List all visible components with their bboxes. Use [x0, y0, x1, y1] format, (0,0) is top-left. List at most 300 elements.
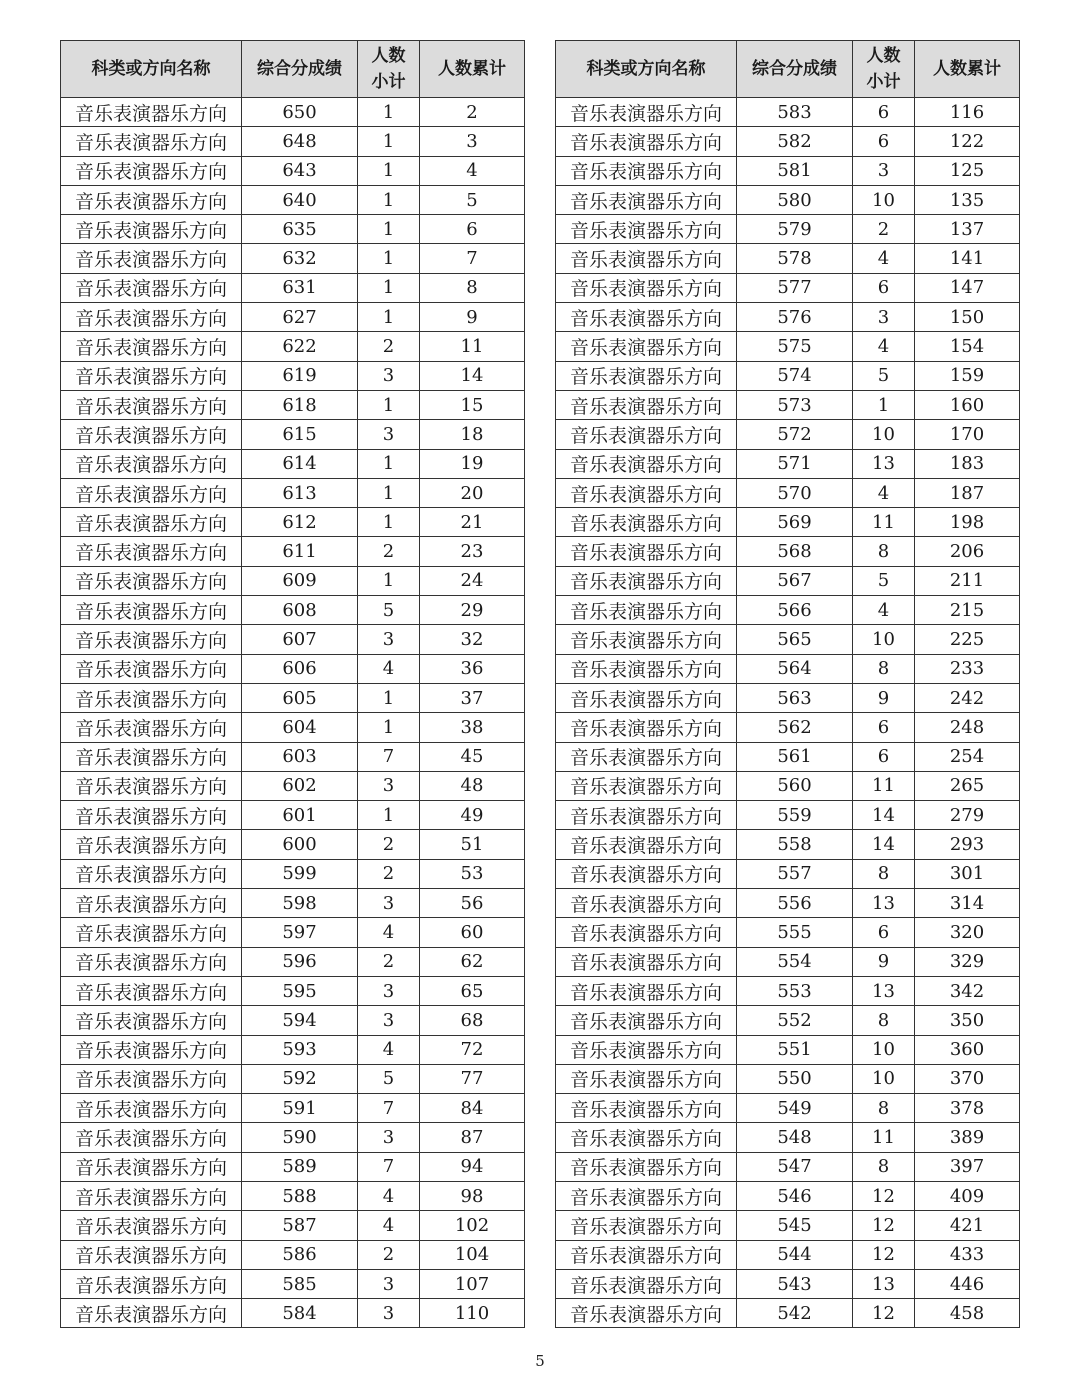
table-row — [556, 185, 1020, 214]
count-cell: 3 — [358, 889, 420, 918]
cumulative-cell: 170 — [915, 420, 1020, 449]
score-cell: 586 — [242, 1240, 358, 1269]
cumulative-cell: 159 — [915, 361, 1020, 390]
score-cell: 605 — [242, 683, 358, 712]
category-cell: 音乐表演器乐方向 — [556, 449, 737, 478]
count-cell: 3 — [358, 976, 420, 1005]
cumulative-cell: 107 — [420, 1269, 525, 1298]
category-cell: 音乐表演器乐方向 — [61, 1269, 242, 1298]
cumulative-cell: 409 — [915, 1181, 1020, 1210]
header-count-subtotal — [358, 41, 420, 98]
score-cell: 561 — [737, 742, 853, 771]
cumulative-cell: 9 — [420, 303, 525, 332]
cumulative-cell: 104 — [420, 1240, 525, 1269]
table-row — [61, 98, 525, 127]
table-header-row — [556, 41, 1020, 98]
category-cell: 音乐表演器乐方向 — [556, 830, 737, 859]
count-cell: 2 — [358, 830, 420, 859]
count-cell: 1 — [358, 449, 420, 478]
cumulative-cell: 135 — [915, 185, 1020, 214]
table-row — [61, 742, 525, 771]
count-cell: 5 — [358, 596, 420, 625]
cumulative-cell: 84 — [420, 1094, 525, 1123]
category-cell: 音乐表演器乐方向 — [556, 1181, 737, 1210]
count-cell: 13 — [853, 1269, 915, 1298]
count-cell: 1 — [358, 566, 420, 595]
score-cell: 564 — [737, 654, 853, 683]
cumulative-cell: 378 — [915, 1094, 1020, 1123]
category-cell: 音乐表演器乐方向 — [61, 303, 242, 332]
category-cell: 音乐表演器乐方向 — [556, 508, 737, 537]
score-cell: 588 — [242, 1181, 358, 1210]
cumulative-cell: 18 — [420, 420, 525, 449]
table-row — [556, 947, 1020, 976]
cumulative-cell: 24 — [420, 566, 525, 595]
score-cell: 583 — [737, 98, 853, 127]
table-row — [556, 683, 1020, 712]
score-cell: 597 — [242, 918, 358, 947]
count-cell: 3 — [853, 156, 915, 185]
cumulative-cell: 94 — [420, 1152, 525, 1181]
score-cell: 594 — [242, 1006, 358, 1035]
table-body-right — [556, 98, 1020, 1328]
table-row — [61, 625, 525, 654]
cumulative-cell: 87 — [420, 1123, 525, 1152]
count-cell: 1 — [358, 478, 420, 507]
table-row — [556, 1269, 1020, 1298]
table-row — [61, 830, 525, 859]
score-cell: 559 — [737, 801, 853, 830]
table-row — [556, 801, 1020, 830]
count-cell: 11 — [853, 771, 915, 800]
table-row — [556, 537, 1020, 566]
count-cell: 10 — [853, 1035, 915, 1064]
table-row — [556, 742, 1020, 771]
category-cell: 音乐表演器乐方向 — [556, 156, 737, 185]
cumulative-cell: 2 — [420, 98, 525, 127]
count-cell: 4 — [358, 1181, 420, 1210]
category-cell: 音乐表演器乐方向 — [556, 1299, 737, 1328]
cumulative-cell: 98 — [420, 1181, 525, 1210]
category-cell: 音乐表演器乐方向 — [61, 156, 242, 185]
category-cell: 音乐表演器乐方向 — [556, 654, 737, 683]
cumulative-cell: 225 — [915, 625, 1020, 654]
count-cell: 12 — [853, 1181, 915, 1210]
count-cell: 3 — [358, 420, 420, 449]
category-cell: 音乐表演器乐方向 — [556, 273, 737, 302]
score-cell: 612 — [242, 508, 358, 537]
cumulative-cell: 15 — [420, 390, 525, 419]
category-cell: 音乐表演器乐方向 — [556, 976, 737, 1005]
table-row — [556, 1064, 1020, 1093]
score-cell: 627 — [242, 303, 358, 332]
count-cell: 5 — [358, 1064, 420, 1093]
category-cell: 音乐表演器乐方向 — [61, 596, 242, 625]
table-row — [556, 420, 1020, 449]
count-cell: 1 — [358, 185, 420, 214]
count-cell: 6 — [853, 713, 915, 742]
count-cell: 6 — [853, 273, 915, 302]
cumulative-cell: 125 — [915, 156, 1020, 185]
table-row — [556, 976, 1020, 1005]
score-cell: 601 — [242, 801, 358, 830]
count-cell: 4 — [853, 332, 915, 361]
category-cell: 音乐表演器乐方向 — [61, 1211, 242, 1240]
category-cell: 音乐表演器乐方向 — [556, 215, 737, 244]
score-cell: 595 — [242, 976, 358, 1005]
score-cell: 552 — [737, 1006, 853, 1035]
category-cell: 音乐表演器乐方向 — [556, 1006, 737, 1035]
score-cell: 569 — [737, 508, 853, 537]
count-cell: 9 — [853, 947, 915, 976]
score-cell: 648 — [242, 127, 358, 156]
category-cell: 音乐表演器乐方向 — [61, 566, 242, 595]
score-cell: 622 — [242, 332, 358, 361]
header-cumulative-count: 人数累计 — [915, 41, 1020, 98]
category-cell: 音乐表演器乐方向 — [556, 1269, 737, 1298]
category-cell: 音乐表演器乐方向 — [61, 1123, 242, 1152]
count-cell: 1 — [358, 127, 420, 156]
cumulative-cell: 370 — [915, 1064, 1020, 1093]
table-row — [61, 303, 525, 332]
score-table-right — [555, 40, 1020, 1328]
table-row — [556, 449, 1020, 478]
table-row — [61, 1064, 525, 1093]
count-cell: 3 — [358, 625, 420, 654]
category-cell: 音乐表演器乐方向 — [556, 596, 737, 625]
count-cell: 10 — [853, 1064, 915, 1093]
cumulative-cell: 72 — [420, 1035, 525, 1064]
category-cell: 音乐表演器乐方向 — [61, 1240, 242, 1269]
cumulative-cell: 198 — [915, 508, 1020, 537]
score-cell: 599 — [242, 859, 358, 888]
cumulative-cell: 342 — [915, 976, 1020, 1005]
table-row — [556, 361, 1020, 390]
table-row — [556, 1035, 1020, 1064]
category-cell: 音乐表演器乐方向 — [556, 1240, 737, 1269]
cumulative-cell: 265 — [915, 771, 1020, 800]
score-cell: 570 — [737, 478, 853, 507]
category-cell: 音乐表演器乐方向 — [61, 830, 242, 859]
count-cell: 1 — [358, 98, 420, 127]
count-cell: 8 — [853, 537, 915, 566]
score-cell: 568 — [737, 537, 853, 566]
cumulative-cell: 32 — [420, 625, 525, 654]
category-cell: 音乐表演器乐方向 — [556, 1152, 737, 1181]
score-cell: 615 — [242, 420, 358, 449]
score-cell: 584 — [242, 1299, 358, 1328]
table-row — [61, 156, 525, 185]
table-row — [556, 889, 1020, 918]
table-row — [556, 1094, 1020, 1123]
score-cell: 565 — [737, 625, 853, 654]
count-cell: 10 — [853, 625, 915, 654]
category-cell: 音乐表演器乐方向 — [61, 1152, 242, 1181]
cumulative-cell: 65 — [420, 976, 525, 1005]
cumulative-cell: 5 — [420, 185, 525, 214]
table-row — [556, 1211, 1020, 1240]
count-cell: 8 — [853, 859, 915, 888]
category-cell: 音乐表演器乐方向 — [556, 947, 737, 976]
count-cell: 1 — [358, 273, 420, 302]
score-cell: 554 — [737, 947, 853, 976]
category-cell: 音乐表演器乐方向 — [556, 566, 737, 595]
category-cell: 音乐表演器乐方向 — [61, 1181, 242, 1210]
score-cell: 608 — [242, 596, 358, 625]
score-cell: 581 — [737, 156, 853, 185]
count-cell: 2 — [358, 537, 420, 566]
score-cell: 607 — [242, 625, 358, 654]
score-cell: 609 — [242, 566, 358, 595]
count-cell: 1 — [358, 683, 420, 712]
category-cell: 音乐表演器乐方向 — [61, 801, 242, 830]
cumulative-cell: 160 — [915, 390, 1020, 419]
table-row — [556, 596, 1020, 625]
table-row — [556, 1181, 1020, 1210]
cumulative-cell: 433 — [915, 1240, 1020, 1269]
category-cell: 音乐表演器乐方向 — [61, 185, 242, 214]
score-cell: 545 — [737, 1211, 853, 1240]
page-number: 5 — [535, 1352, 545, 1370]
count-cell: 7 — [358, 1152, 420, 1181]
header-count-line2: 小计 — [866, 72, 901, 92]
category-cell: 音乐表演器乐方向 — [61, 713, 242, 742]
count-cell: 14 — [853, 830, 915, 859]
count-cell: 1 — [853, 390, 915, 419]
category-cell: 音乐表演器乐方向 — [556, 390, 737, 419]
cumulative-cell: 68 — [420, 1006, 525, 1035]
category-cell: 音乐表演器乐方向 — [556, 771, 737, 800]
count-cell: 1 — [358, 508, 420, 537]
category-cell: 音乐表演器乐方向 — [61, 1299, 242, 1328]
category-cell: 音乐表演器乐方向 — [556, 683, 737, 712]
cumulative-cell: 14 — [420, 361, 525, 390]
score-cell: 566 — [737, 596, 853, 625]
header-composite-score: 综合分成绩 — [242, 41, 358, 98]
header-count-subtotal — [853, 41, 915, 98]
score-cell: 650 — [242, 98, 358, 127]
score-cell: 619 — [242, 361, 358, 390]
score-cell: 596 — [242, 947, 358, 976]
table-row — [61, 332, 525, 361]
score-cell: 602 — [242, 771, 358, 800]
count-cell: 3 — [358, 1299, 420, 1328]
cumulative-cell: 147 — [915, 273, 1020, 302]
count-cell: 1 — [358, 156, 420, 185]
count-cell: 3 — [358, 1123, 420, 1152]
score-table-left — [60, 40, 525, 1328]
count-cell: 4 — [358, 918, 420, 947]
cumulative-cell: 45 — [420, 742, 525, 771]
table-row — [556, 918, 1020, 947]
cumulative-cell: 21 — [420, 508, 525, 537]
count-cell: 6 — [853, 127, 915, 156]
cumulative-cell: 421 — [915, 1211, 1020, 1240]
score-cell: 542 — [737, 1299, 853, 1328]
table-row — [61, 1152, 525, 1181]
cumulative-cell: 389 — [915, 1123, 1020, 1152]
cumulative-cell: 293 — [915, 830, 1020, 859]
cumulative-cell: 397 — [915, 1152, 1020, 1181]
table-row — [556, 215, 1020, 244]
table-row — [556, 1152, 1020, 1181]
count-cell: 13 — [853, 449, 915, 478]
cumulative-cell: 154 — [915, 332, 1020, 361]
cumulative-cell: 187 — [915, 478, 1020, 507]
score-cell: 579 — [737, 215, 853, 244]
count-cell: 1 — [358, 713, 420, 742]
cumulative-cell: 38 — [420, 713, 525, 742]
category-cell: 音乐表演器乐方向 — [61, 859, 242, 888]
category-cell: 音乐表演器乐方向 — [556, 1035, 737, 1064]
count-cell: 9 — [853, 683, 915, 712]
score-cell: 590 — [242, 1123, 358, 1152]
cumulative-cell: 279 — [915, 801, 1020, 830]
table-row — [556, 244, 1020, 273]
table-row — [61, 654, 525, 683]
table-row — [556, 713, 1020, 742]
table-row — [61, 713, 525, 742]
score-cell: 611 — [242, 537, 358, 566]
count-cell: 5 — [853, 361, 915, 390]
table-row — [61, 1094, 525, 1123]
score-cell: 578 — [737, 244, 853, 273]
category-cell: 音乐表演器乐方向 — [61, 244, 242, 273]
category-cell: 音乐表演器乐方向 — [556, 1094, 737, 1123]
category-cell: 音乐表演器乐方向 — [61, 654, 242, 683]
score-cell: 582 — [737, 127, 853, 156]
count-cell: 13 — [853, 976, 915, 1005]
category-cell: 音乐表演器乐方向 — [556, 537, 737, 566]
score-cell: 560 — [737, 771, 853, 800]
count-cell: 4 — [358, 1035, 420, 1064]
category-cell: 音乐表演器乐方向 — [61, 1064, 242, 1093]
category-cell: 音乐表演器乐方向 — [61, 478, 242, 507]
table-row — [61, 244, 525, 273]
header-count-line2: 小计 — [371, 72, 406, 92]
count-cell: 12 — [853, 1211, 915, 1240]
category-cell: 音乐表演器乐方向 — [61, 420, 242, 449]
category-cell: 音乐表演器乐方向 — [556, 889, 737, 918]
table-row — [556, 508, 1020, 537]
score-cell: 549 — [737, 1094, 853, 1123]
cumulative-cell: 37 — [420, 683, 525, 712]
category-cell: 音乐表演器乐方向 — [556, 1064, 737, 1093]
header-category-name: 科类或方向名称 — [556, 41, 737, 98]
category-cell: 音乐表演器乐方向 — [61, 361, 242, 390]
count-cell: 1 — [358, 244, 420, 273]
score-cell: 613 — [242, 478, 358, 507]
cumulative-cell: 8 — [420, 273, 525, 302]
score-cell: 606 — [242, 654, 358, 683]
category-cell: 音乐表演器乐方向 — [556, 625, 737, 654]
table-row — [61, 1181, 525, 1210]
category-cell: 音乐表演器乐方向 — [556, 478, 737, 507]
count-cell: 2 — [358, 1240, 420, 1269]
table-row — [61, 918, 525, 947]
table-row — [556, 332, 1020, 361]
cumulative-cell: 77 — [420, 1064, 525, 1093]
table-row — [61, 127, 525, 156]
count-cell: 14 — [853, 801, 915, 830]
score-cell: 563 — [737, 683, 853, 712]
count-cell: 1 — [358, 390, 420, 419]
table-row — [61, 1211, 525, 1240]
cumulative-cell: 23 — [420, 537, 525, 566]
count-cell: 3 — [358, 771, 420, 800]
table-row — [556, 127, 1020, 156]
cumulative-cell: 350 — [915, 1006, 1020, 1035]
table-row — [556, 654, 1020, 683]
table-row — [556, 1123, 1020, 1152]
table-row — [61, 537, 525, 566]
score-cell: 567 — [737, 566, 853, 595]
count-cell: 12 — [853, 1299, 915, 1328]
count-cell: 1 — [358, 801, 420, 830]
score-cell: 635 — [242, 215, 358, 244]
score-cell: 591 — [242, 1094, 358, 1123]
table-row — [61, 566, 525, 595]
table-row — [61, 1240, 525, 1269]
table-row — [61, 449, 525, 478]
table-row — [556, 98, 1020, 127]
table-row — [556, 156, 1020, 185]
count-cell: 2 — [358, 332, 420, 361]
cumulative-cell: 233 — [915, 654, 1020, 683]
table-header-row — [61, 41, 525, 98]
score-cell: 580 — [737, 185, 853, 214]
table-row — [61, 976, 525, 1005]
count-cell: 1 — [358, 303, 420, 332]
table-row — [556, 830, 1020, 859]
header-cumulative-count: 人数累计 — [420, 41, 525, 98]
cumulative-cell: 137 — [915, 215, 1020, 244]
category-cell: 音乐表演器乐方向 — [556, 420, 737, 449]
score-cell: 543 — [737, 1269, 853, 1298]
table-row — [61, 390, 525, 419]
category-cell: 音乐表演器乐方向 — [61, 1094, 242, 1123]
count-cell: 4 — [358, 654, 420, 683]
category-cell: 音乐表演器乐方向 — [556, 244, 737, 273]
table-row — [61, 185, 525, 214]
category-cell: 音乐表演器乐方向 — [61, 273, 242, 302]
table-row — [556, 859, 1020, 888]
score-cell: 558 — [737, 830, 853, 859]
count-cell: 2 — [358, 859, 420, 888]
table-row — [61, 215, 525, 244]
score-cell: 585 — [242, 1269, 358, 1298]
cumulative-cell: 122 — [915, 127, 1020, 156]
count-cell: 8 — [853, 1152, 915, 1181]
count-cell: 12 — [853, 1240, 915, 1269]
cumulative-cell: 7 — [420, 244, 525, 273]
header-composite-score: 综合分成绩 — [737, 41, 853, 98]
score-cell: 557 — [737, 859, 853, 888]
category-cell: 音乐表演器乐方向 — [556, 1123, 737, 1152]
score-cell: 632 — [242, 244, 358, 273]
count-cell: 4 — [853, 596, 915, 625]
header-category-name: 科类或方向名称 — [61, 41, 242, 98]
table-row — [61, 801, 525, 830]
table-row — [556, 1240, 1020, 1269]
count-cell: 11 — [853, 1123, 915, 1152]
table-row — [61, 1035, 525, 1064]
cumulative-cell: 183 — [915, 449, 1020, 478]
cumulative-cell: 150 — [915, 303, 1020, 332]
category-cell: 音乐表演器乐方向 — [556, 332, 737, 361]
score-cell: 589 — [242, 1152, 358, 1181]
count-cell: 8 — [853, 654, 915, 683]
